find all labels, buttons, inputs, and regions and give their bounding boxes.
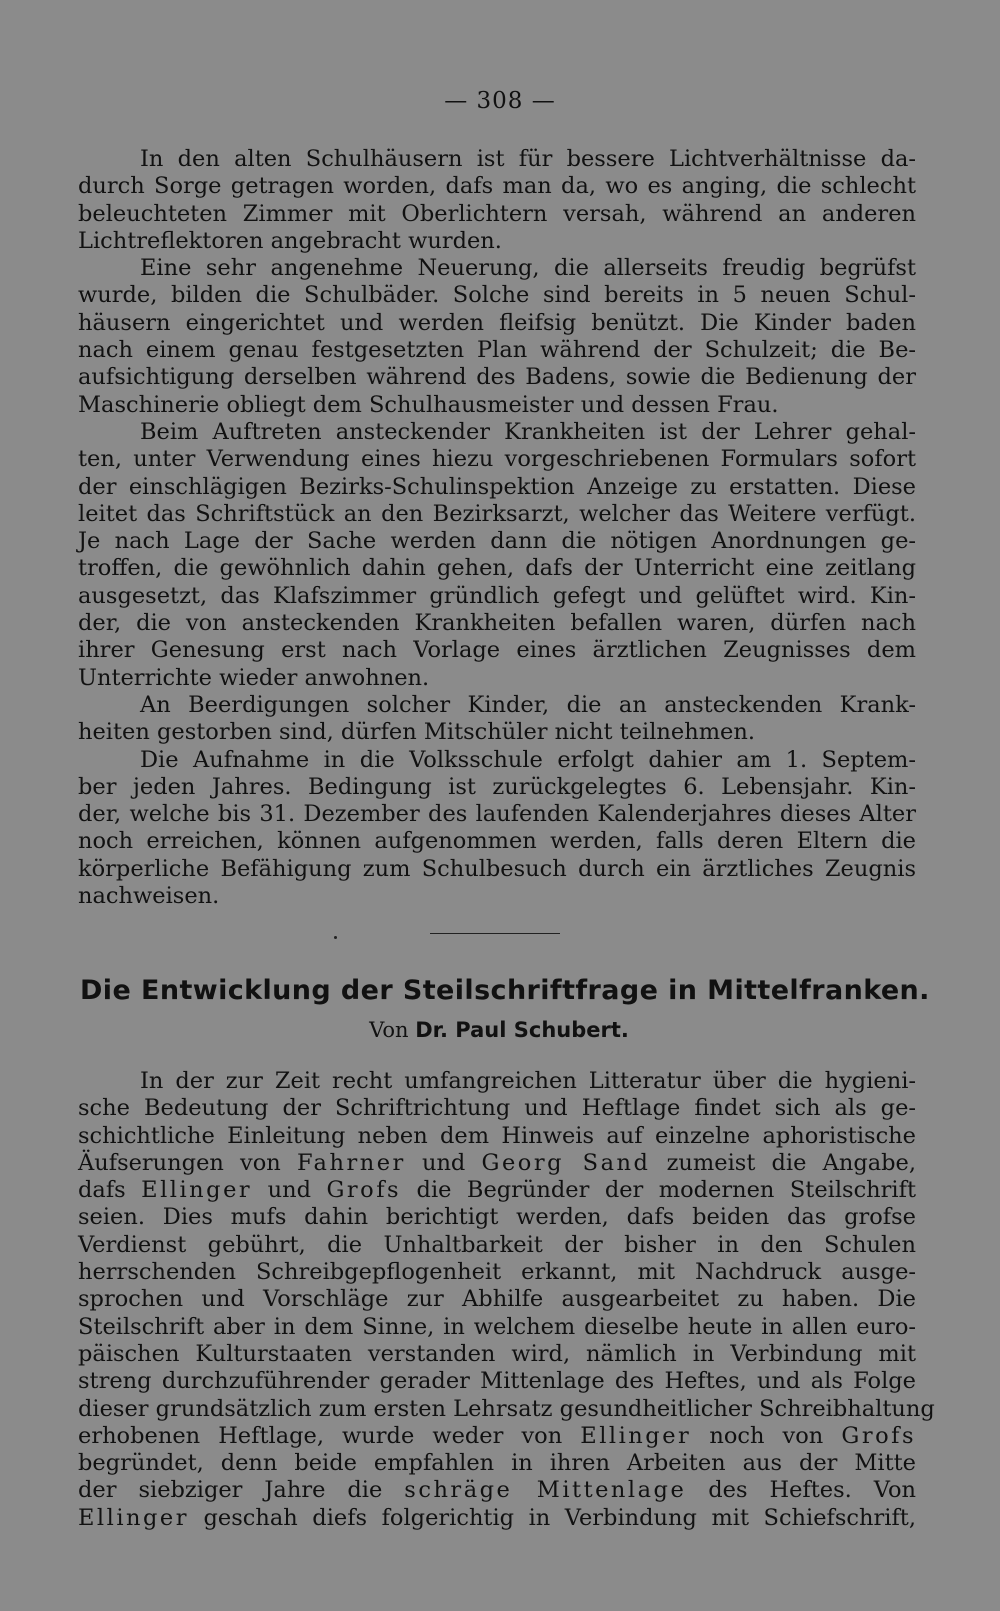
spaced-name: Grofs [326, 1177, 402, 1204]
text-fragment: noch von [709, 1422, 824, 1449]
text-line [78, 1477, 916, 1504]
text-line: Eine sehr angenehme Neuerung, die allerseits freudig begrüfst [140, 255, 916, 282]
text-fragment: des Heftes. Von [708, 1477, 917, 1504]
text-line: ausgesetzt, das Klafszimmer gründlich gefegt und gelüftet wird. Kin- [78, 582, 916, 609]
text-line: Lichtreflektoren angebracht wurden. [78, 227, 502, 254]
text-line: wurde, bilden die Schulbäder. Solche sind bereits in 5 neuen Schul- [78, 282, 916, 309]
text-line: noch erreichen, können aufgenommen werden, falls deren Eltern die [78, 828, 916, 855]
text-line: päischen Kulturstaaten verstanden wird, nämlich in Verbindung mit [78, 1340, 916, 1367]
page-number: — 308 — [444, 88, 556, 114]
text-line: Verdienst gebührt, die Unhaltbarkeit der bisher in den Schulen [78, 1231, 916, 1258]
text-fragment: Äufserungen von [78, 1149, 281, 1176]
text-line: Die Aufnahme in die Volksschule erfolgt dahier am 1. Septem- [140, 746, 916, 773]
text-line: Unterrichte wieder anwohnen. [78, 664, 430, 691]
text-line: der, die von ansteckenden Krankheiten befallen waren, dürfen nach [78, 610, 916, 637]
spaced-name: Fahrner [296, 1149, 406, 1176]
text-fragment: geschah diefs folgerichtig in Verbindung mit Schiefschrift, [203, 1504, 916, 1531]
text-line: nach einem genau festgesetzten Plan während der Schulzeit; die Be- [78, 337, 916, 364]
text-line: Maschinerie obliegt dem Schulhausmeister und dessen Frau. [78, 391, 779, 418]
text-line: ten, unter Verwendung eines hiezu vorgeschriebenen Formulars sofort [78, 446, 916, 473]
text-fragment: die Begründer der modernen Steilschrift [416, 1177, 916, 1204]
spaced-name: Grofs [841, 1422, 917, 1449]
text-line: An Beerdigungen solcher Kinder, die an ansteckenden Krank- [140, 691, 916, 718]
text-line: herrschenden Schreibgepflogenheit erkannt, mit Nachdruck ausge- [78, 1259, 916, 1286]
text-line: nachweisen. [78, 883, 220, 910]
text-line: Steilschrift aber in dem Sinne, in welchem dieselbe heute in allen euro- [78, 1313, 916, 1340]
text-line: dieser grundsätzlich zum ersten Lehrsatz gesundheitlicher Schreibhaltung [78, 1395, 935, 1422]
text-fragment: zumeist die Angabe, [666, 1149, 917, 1176]
text-line [78, 1423, 916, 1450]
text-line: troffen, die gewöhnlich dahin gehen, dafs der Unterricht eine zeitlang [78, 555, 916, 582]
spaced-name: Georg Sand [481, 1149, 651, 1176]
text-line: heiten gestorben sind, dürfen Mitschüler nicht teilnehmen. [78, 719, 755, 746]
text-line: der, welche bis 31. Dezember des laufenden Kalenderjahres dieses Alter [78, 801, 916, 828]
article-title: Die Entwicklung der Steilschriftfrage in Mittelfranken. [80, 975, 930, 1006]
text-fragment: erhobenen Heftlage, wurde weder von [78, 1422, 563, 1449]
text-fragment: und [421, 1149, 466, 1176]
text-line: ber jeden Jahres. Bedingung ist zurückgelegtes 6. Lebensjahr. Kin- [78, 773, 916, 800]
text-line: aufsichtigung derselben während des Badens, sowie die Bedienung der [78, 364, 916, 391]
section-divider [430, 933, 560, 934]
spaced-name: Ellinger [141, 1177, 253, 1204]
text-line: sche Bedeutung der Schriftrichtung und Heftlage findet sich als ge- [78, 1095, 916, 1122]
text-line: sprochen und Vorschläge zur Abhilfe ausgearbeitet zu haben. Die [78, 1286, 916, 1313]
text-line: Beim Auftreten ansteckender Krankheiten ist der Lehrer gehal- [140, 418, 916, 445]
text-line: In der zur Zeit recht umfangreichen Litteratur über die hygieni- [140, 1068, 916, 1094]
text-line: körperliche Befähigung zum Schulbesuch durch ein ärztliches Zeugnis [78, 855, 916, 882]
text-line: In den alten Schulhäusern ist für bessere Lichtverhältnisse da- [140, 146, 916, 172]
section-text-schools [78, 146, 916, 910]
byline-prefix: Von [369, 1018, 409, 1042]
text-fragment: und [267, 1177, 311, 1204]
text-line: schichtliche Einleitung neben dem Hinweis auf einzelne aphoristische [78, 1122, 916, 1149]
text-line [78, 1505, 916, 1532]
spaced-name: Ellinger [78, 1504, 189, 1531]
text-line: leitet das Schriftstück an den Bezirksarzt, welcher das Weitere verfügt. [78, 500, 916, 527]
text-line: ihrer Genesung erst nach Vorlage eines ärztlichen Zeugnisses dem [78, 637, 916, 664]
text-line: häusern eingerichtet und werden fleifsig benützt. Die Kinder baden [78, 309, 916, 336]
text-line: seien. Dies mufs dahin berichtigt werden, dafs beiden das grofse [78, 1204, 916, 1231]
text-line [78, 1150, 916, 1177]
text-line: Je nach Lage der Sache werden dann die nötigen Anordnungen ge- [78, 528, 916, 555]
text-line: durch Sorge getragen worden, dafs man da, wo es anging, die schlecht [78, 173, 916, 200]
text-line: streng durchzuführender gerader Mittenlage des Heftes, und als Folge [78, 1368, 916, 1395]
spaced-name: Ellinger [580, 1422, 692, 1449]
author-name: Dr. Paul Schubert. [415, 1018, 629, 1042]
text-fragment: der siebziger Jahre die [78, 1477, 383, 1504]
text-line: beleuchteten Zimmer mit Oberlichtern versah, während an anderen [78, 200, 916, 227]
article-byline [80, 1018, 918, 1042]
text-line [78, 1177, 916, 1204]
text-line: begründet, denn beide empfahlen in ihren Arbeiten aus der Mitte [78, 1450, 916, 1477]
text-line: der einschlägigen Bezirks-Schulinspektion Anzeige zu erstatten. Diese [78, 473, 916, 500]
section-text-article [78, 1068, 935, 1532]
text-fragment: dafs [78, 1177, 126, 1204]
separator-dot [334, 936, 337, 939]
spaced-term: schräge Mittenlage [404, 1477, 687, 1504]
